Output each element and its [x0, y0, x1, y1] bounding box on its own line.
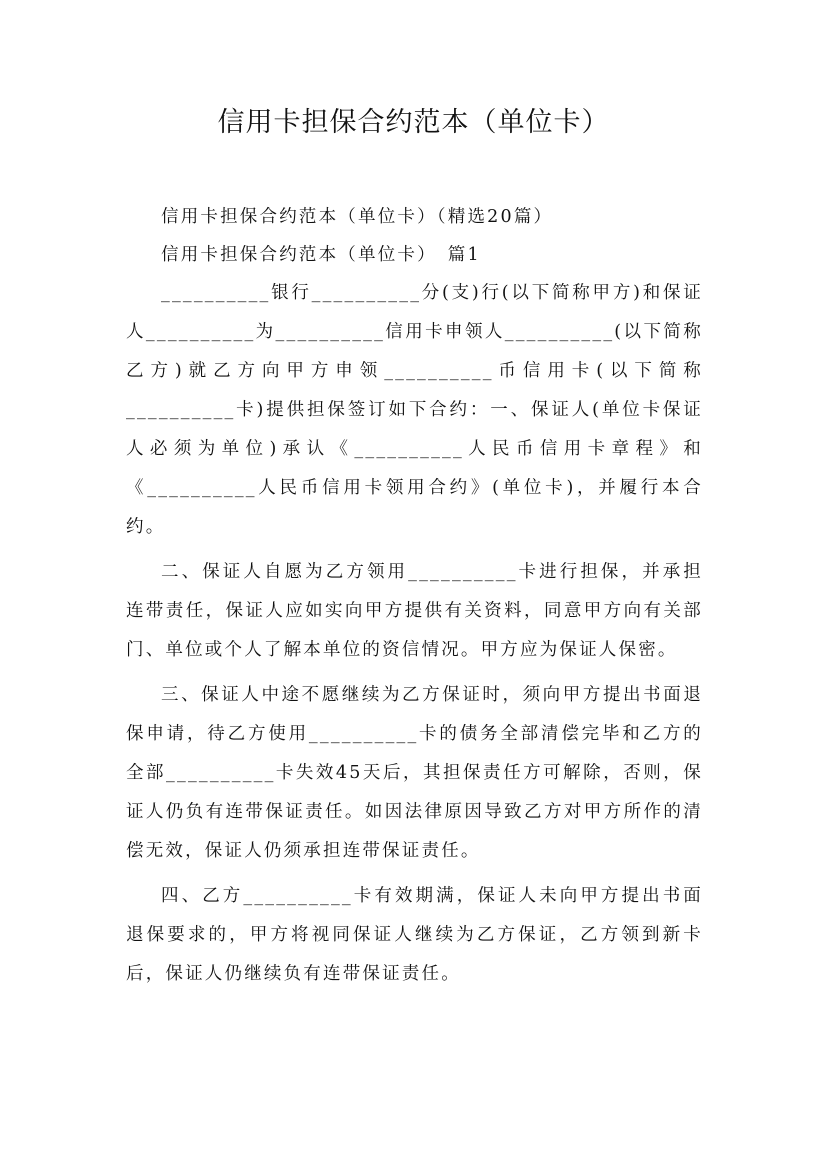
document-title: 信用卡担保合约范本（单位卡）: [217, 107, 610, 138]
document-body: [126, 198, 703, 1000]
paragraph-2: 二、保证人自愿为乙方领用__________卡进行担保，并承担连带责任，保证人应如实向甲方提供有关资料，同意甲方向有关部门、单位或个人了解本单位的资信情况。甲方应为保证人保密。: [126, 562, 703, 660]
paragraph-1: __________银行__________分(支)行(以下简称甲方)和保证人__________为__________信用卡申领人__________(以下简称乙方)就乙方向甲方申领__________币信用卡(以下简称__________卡)提供担保签订如下合约：一、保证人(单位卡保证人必须为单位)承认《__________人民币信用卡章程》和《__________人民币信用卡领用合约》(单位卡)，并履行本合约。: [126, 283, 703, 537]
section-heading: 信用卡担保合约范本（单位卡） 篇1: [161, 245, 481, 265]
subtitle-line: 信用卡担保合约范本（单位卡）（精选20篇）: [161, 207, 554, 227]
paragraph-4: 四、乙方__________卡有效期满，保证人未向甲方提出书面退保要求的，甲方将视同保证人继续为乙方保证，乙方领到新卡后，保证人仍继续负有连带保证责任。: [126, 886, 703, 984]
paragraph-3: 三、保证人中途不愿继续为乙方保证时，须向甲方提出书面退保申请，待乙方使用__________卡的债务全部清偿完毕和乙方的全部__________卡失效45天后，其担保责任方可解除，否则，保证人仍负有连带保证责任。如因法律原因导致乙方对甲方所作的清偿无效，保证人仍须承担连带保证责任。: [126, 685, 703, 861]
